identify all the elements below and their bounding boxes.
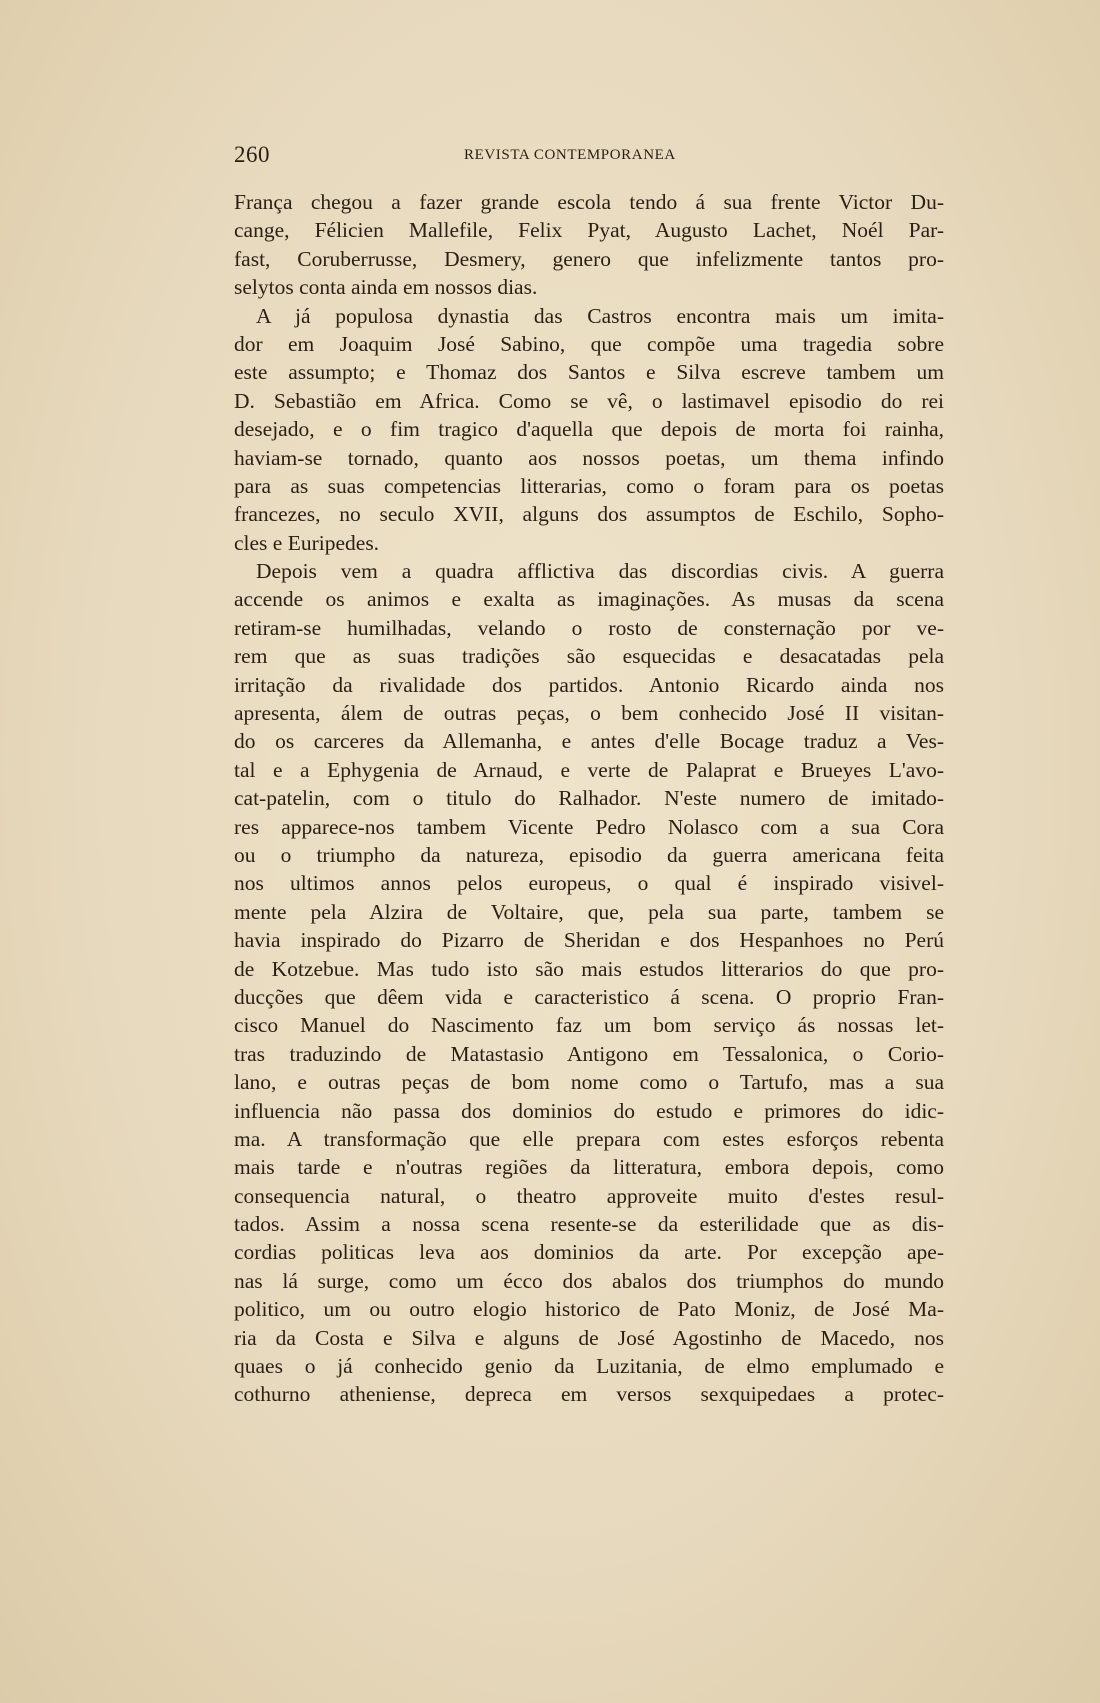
- text-line: ma. A transformação que elle prepara com estes esforços rebenta: [234, 1126, 944, 1151]
- text-line: cordias politicas leva aos dominios da arte. Por excepção ape-: [234, 1240, 944, 1265]
- text-line: Depois vem a quadra afflictiva das discordias civis. A guerra: [256, 559, 944, 584]
- text-line: de Kotzebue. Mas tudo isto são mais estudos litterarios do que pro-: [234, 956, 944, 981]
- text-line: cles e Euripedes.: [234, 530, 380, 555]
- text-line: nos ultimos annos pelos europeus, o qual é inspirado visivel-: [234, 871, 944, 896]
- text-line: nas lá surge, como um écco dos abalos dos triumphos do mundo: [234, 1268, 944, 1293]
- text-line: accende os animos e exalta as imaginações. As musas da scena: [234, 587, 944, 612]
- text-line: do os carceres da Allemanha, e antes d'elle Bocage traduz a Ves-: [234, 729, 944, 754]
- text-line: cisco Manuel do Nascimento faz um bom serviço ás nossas let-: [234, 1013, 944, 1038]
- text-line: res apparece-nos tambem Vicente Pedro Nolasco com a sua Cora: [234, 814, 944, 839]
- text-line: tal e a Ephygenia de Arnaud, e verte de Palaprat e Brueyes L'avo-: [234, 757, 944, 782]
- text-line: desejado, e o fim tragico d'aquella que depois de morta foi rainha,: [234, 417, 944, 442]
- page-number: 260: [234, 142, 270, 167]
- text-line: lano, e outras peças de bom nome como o Tartufo, mas a sua: [234, 1070, 944, 1095]
- text-line: apresenta, álem de outras peças, o bem conhecido José II visitan-: [234, 701, 944, 726]
- text-line: consequencia natural, o theatro approveite muito d'estes resul-: [234, 1183, 944, 1208]
- text-line: tados. Assim a nossa scena resente-se da esterilidade que as dis-: [234, 1212, 944, 1237]
- text-line: dor em Joaquim José Sabino, que compõe uma tragedia sobre: [234, 331, 944, 356]
- page-header: [234, 142, 946, 172]
- text-line: cothurno atheniense, depreca em versos sexquipedaes a protec-: [234, 1382, 944, 1407]
- text-line: França chegou a fazer grande escola tendo á sua frente Victor Du-: [234, 190, 944, 214]
- text-line: mais tarde e n'outras regiões da litteratura, embora depois, como: [234, 1155, 944, 1180]
- text-line: A já populosa dynastia das Castros encontra mais um imita-: [256, 303, 944, 328]
- text-line: haviam-se tornado, quanto aos nossos poetas, um thema infindo: [234, 445, 944, 470]
- text-line: ria da Costa e Silva e alguns de José Agostinho de Macedo, nos: [234, 1325, 944, 1350]
- text-line: ducções que dêem vida e caracteristico á scena. O proprio Fran-: [234, 984, 944, 1009]
- text-line: mente pela Alzira de Voltaire, que, pela sua parte, tambem se: [234, 899, 944, 924]
- text-line: francezes, no seculo XVII, alguns dos assumptos de Eschilo, Sopho-: [234, 502, 944, 527]
- text-line: tras traduzindo de Matastasio Antigono em Tessalonica, o Corio-: [234, 1041, 944, 1066]
- text-line: retiram-se humilhadas, velando o rosto de consternação por ve-: [234, 615, 944, 640]
- text-line: influencia não passa dos dominios do estudo e primores do idic-: [234, 1098, 944, 1123]
- text-line: quaes o já conhecido genio da Luzitania, de elmo emplumado e: [234, 1354, 944, 1379]
- text-line: cat-patelin, com o titulo do Ralhador. N'este numero de imitado-: [234, 786, 944, 811]
- text-line: rem que as suas tradições são esquecidas e desacatadas pela: [234, 644, 944, 669]
- text-line: selytos conta ainda em nossos dias.: [234, 275, 538, 300]
- text-line: irritação da rivalidade dos partidos. Antonio Ricardo ainda nos: [234, 672, 944, 697]
- text-line: D. Sebastião em Africa. Como se vê, o lastimavel episodio do rei: [234, 388, 944, 413]
- body-text: [234, 188, 944, 1409]
- text-line: fast, Coruberrusse, Desmery, genero que infelizmente tantos pro-: [234, 246, 944, 271]
- text-line: ou o triumpho da natureza, episodio da guerra americana feita: [234, 842, 944, 867]
- text-line: politico, um ou outro elogio historico de Pato Moniz, de José Ma-: [234, 1297, 944, 1322]
- text-line: havia inspirado do Pizarro de Sheridan e dos Hespanhoes no Perú: [234, 928, 944, 953]
- text-line: cange, Félicien Mallefile, Felix Pyat, Augusto Lachet, Noél Par-: [234, 218, 944, 243]
- running-title: REVISTA CONTEMPORANEA: [464, 147, 676, 163]
- text-line: para as suas competencias litterarias, como o foram para os poetas: [234, 473, 944, 498]
- text-line: este assumpto; e Thomaz dos Santos e Silva escreve tambem um: [234, 360, 944, 385]
